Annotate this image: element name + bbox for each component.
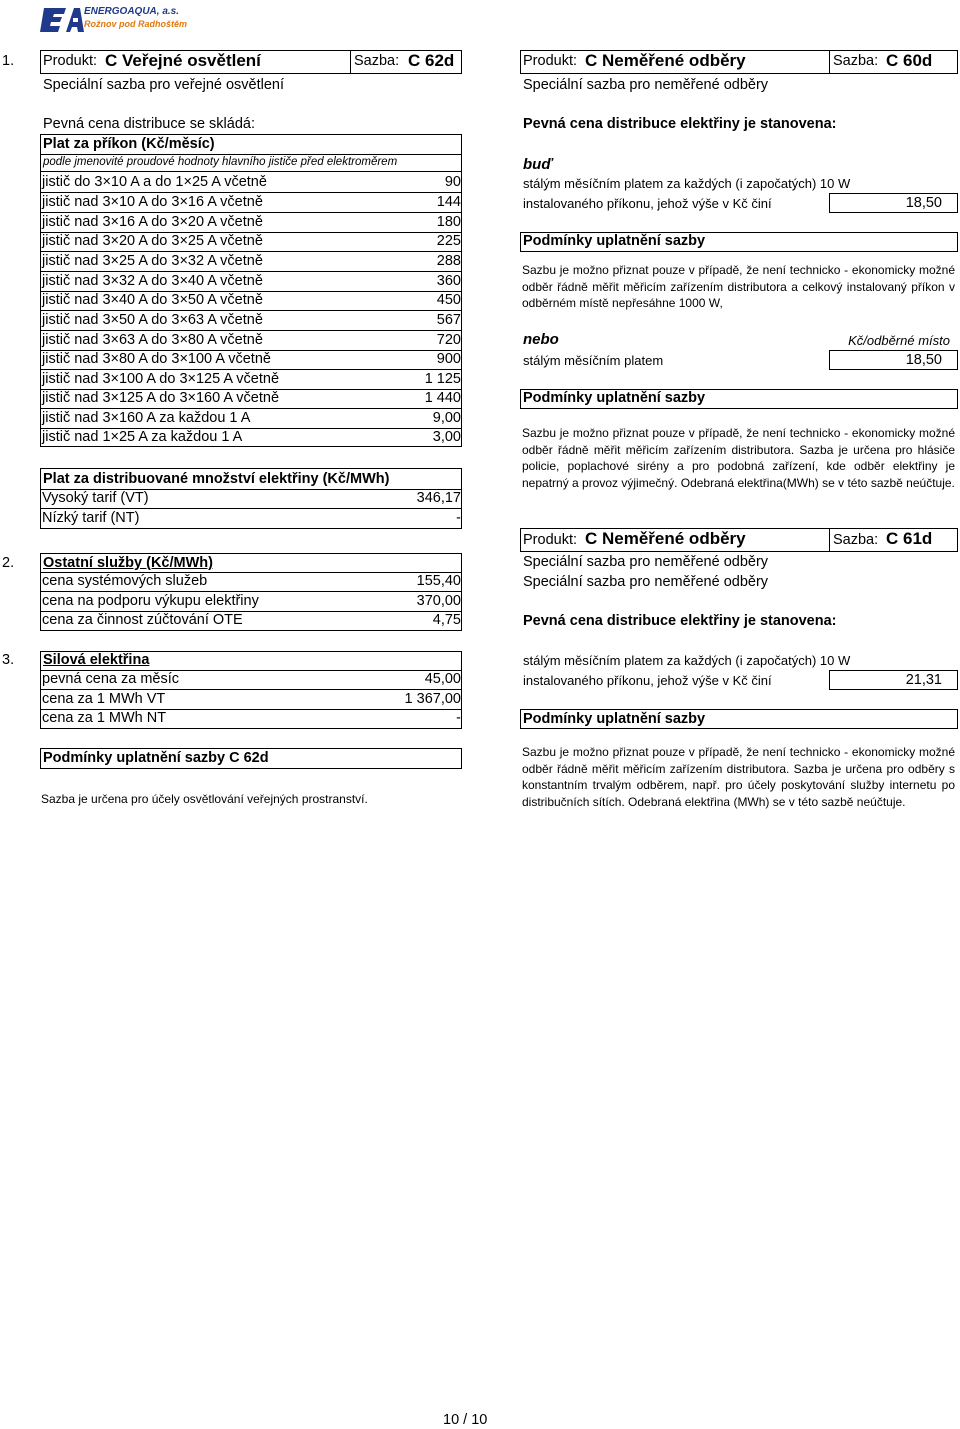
table-row bbox=[41, 572, 462, 591]
service-label: cena za činnost zúčtování OTE bbox=[42, 612, 243, 628]
table-row bbox=[41, 389, 462, 408]
tariff-price: - bbox=[456, 510, 461, 526]
c61d-conditions-title: Podmínky uplatnění sazby bbox=[523, 711, 706, 727]
rate-c60d-prefix: Sazba: bbox=[833, 53, 879, 69]
c60d-monthly-line2: instalovaného příkonu, jehož výše v Kč činí bbox=[523, 196, 772, 211]
table-row bbox=[41, 311, 462, 330]
product-c62d-divider bbox=[350, 50, 351, 74]
breaker-label: jistič nad 3×25 A do 3×32 A včetně bbox=[42, 253, 263, 269]
breaker-price: 225 bbox=[436, 233, 461, 249]
table-divider bbox=[40, 171, 462, 172]
breaker-price: 144 bbox=[436, 194, 461, 210]
breaker-label: jistič nad 3×160 A za každou 1 A bbox=[42, 410, 251, 426]
rate-c62d-prefix: Sazba: bbox=[354, 53, 400, 69]
capacity-fee-title: Plat za příkon (Kč/měsíc) bbox=[43, 136, 215, 152]
product-c61d-name: C Neměřené odběry bbox=[585, 529, 746, 548]
product-c61d-divider bbox=[829, 528, 830, 552]
breaker-label: jistič nad 3×125 A do 3×160 A včetně bbox=[42, 390, 280, 406]
breaker-price: 450 bbox=[436, 292, 461, 308]
breaker-label: jistič nad 3×20 A do 3×25 A včetně bbox=[42, 233, 263, 249]
tariff-label: Nízký tarif (NT) bbox=[42, 510, 140, 526]
breaker-label: jistič nad 3×100 A do 3×125 A včetně bbox=[42, 371, 280, 387]
table-row bbox=[41, 291, 462, 310]
distribution-fee-title: Plat za distribuované množství elektřiny (Kč/MWh) bbox=[43, 471, 390, 487]
c60d-conditions-1-text: Sazbu je možno přiznat pouze v případě, že není technicko - ekonomicky možné odběr řádně měřit měřicím zařízením distributora a celkový instalovaný příkon v odběrném místě nepřesáhne 1000 W, bbox=[522, 263, 955, 310]
product-c62d-subtitle: Speciální sazba pro veřejné osvětlení bbox=[43, 77, 285, 93]
c61d-monthly-line2: instalovaného příkonu, jehož výše v Kč činí bbox=[523, 673, 772, 688]
breaker-label: jistič nad 3×50 A do 3×63 A včetně bbox=[42, 312, 263, 328]
fixed-price-intro: Pevná cena distribuce se skládá: bbox=[43, 116, 255, 132]
table-row bbox=[41, 213, 462, 232]
power-price: 45,00 bbox=[424, 671, 461, 687]
product-c60d-divider bbox=[829, 50, 830, 74]
capacity-fee-note: podle jmenovité proudové hodnoty hlavního jističe před elektroměrem bbox=[43, 156, 398, 168]
table-row bbox=[41, 232, 462, 251]
other-services-title: Ostatní služby (Kč/MWh) bbox=[43, 555, 213, 571]
breaker-price: 1 125 bbox=[424, 371, 461, 387]
product-c60d-name: C Neměřené odběry bbox=[585, 51, 746, 70]
c60d-either: buď bbox=[523, 156, 553, 173]
company-name: ENERGOAQUA, a.s. bbox=[84, 6, 180, 17]
power-price: - bbox=[456, 710, 461, 726]
product-c62d-name: C Veřejné osvětlení bbox=[105, 51, 261, 70]
table-row bbox=[41, 509, 462, 528]
table-row bbox=[41, 331, 462, 350]
tariff-price: 346,17 bbox=[416, 490, 461, 506]
breaker-label: jistič do 3×10 A a do 1×25 A včetně bbox=[42, 174, 267, 190]
breaker-price: 90 bbox=[444, 174, 461, 190]
conditions-c62d-text: Sazba je určena pro účely osvětlování veřejných prostranství. bbox=[41, 792, 368, 806]
table-divider bbox=[40, 154, 462, 155]
power-label: cena za 1 MWh NT bbox=[42, 710, 167, 726]
breaker-label: jistič nad 3×63 A do 3×80 A včetně bbox=[42, 332, 263, 348]
rate-c61d-prefix: Sazba: bbox=[833, 532, 879, 548]
c60d-conditions-1-title: Podmínky uplatnění sazby bbox=[523, 233, 706, 249]
breaker-label: jistič nad 3×10 A do 3×16 A včetně bbox=[42, 194, 263, 210]
c60d-monthly-value: 18,50 bbox=[905, 195, 942, 211]
c60d-or: nebo bbox=[523, 331, 559, 348]
breaker-label: jistič nad 3×16 A do 3×20 A včetně bbox=[42, 214, 263, 230]
product-c61d-subtitle-1: Speciální sazba pro neměřené odběry bbox=[523, 554, 769, 570]
breaker-label: jistič nad 3×32 A do 3×40 A včetně bbox=[42, 273, 263, 289]
c61d-conditions-text: Sazbu je možno přiznat pouze v případě, že není technicko - ekonomicky možné odběr řádně měřit měřicím zařízením distributora. Sazba je určena pro odběry s konstantním trvalým odběrem, např. pro účely poskytování služby internetu po distribučních sítích. Odebraná elektřina (MWh) se v této sazbě neúčtuje. bbox=[522, 745, 955, 809]
table-row bbox=[41, 489, 462, 508]
breaker-price: 3,00 bbox=[432, 429, 461, 445]
service-price: 155,40 bbox=[416, 573, 461, 589]
c60d-flat-label: stálým měsíčním platem bbox=[523, 353, 664, 368]
breaker-label: jistič nad 1×25 A za každou 1 A bbox=[42, 429, 243, 445]
product-c61d-subtitle-2: Speciální sazba pro neměřené odběry bbox=[523, 574, 769, 590]
section-1-number: 1. bbox=[2, 53, 15, 69]
table-row bbox=[41, 428, 462, 447]
power-label: cena za 1 MWh VT bbox=[42, 691, 166, 707]
c61d-monthly-value: 21,31 bbox=[905, 672, 942, 688]
c60d-conditions-2-title: Podmínky uplatnění sazby bbox=[523, 390, 706, 406]
power-electricity-title: Silová elektřina bbox=[43, 652, 150, 668]
c60d-per-point-unit: Kč/odběrné místo bbox=[848, 333, 950, 348]
table-row bbox=[41, 709, 462, 728]
breaker-label: jistič nad 3×40 A do 3×50 A včetně bbox=[42, 292, 263, 308]
table-row bbox=[41, 409, 462, 428]
breaker-price: 9,00 bbox=[432, 410, 461, 426]
section-3-number: 3. bbox=[2, 652, 15, 668]
service-price: 370,00 bbox=[416, 593, 461, 609]
c60d-flat-value: 18,50 bbox=[905, 352, 942, 368]
product-c60d-subtitle: Speciální sazba pro neměřené odběry bbox=[523, 77, 769, 93]
breaker-price: 900 bbox=[436, 351, 461, 367]
breaker-label: jistič nad 3×80 A do 3×100 A včetně bbox=[42, 351, 271, 367]
table-row bbox=[41, 272, 462, 291]
breaker-price: 180 bbox=[436, 214, 461, 230]
breaker-price: 720 bbox=[436, 332, 461, 348]
c61d-monthly-line1: stálým měsíčním platem za každých (i započatých) 10 W bbox=[523, 653, 851, 668]
c61d-fixed-title: Pevná cena distribuce elektřiny je stanovena: bbox=[523, 613, 837, 629]
page-number: 10 / 10 bbox=[443, 1412, 488, 1428]
table-row bbox=[41, 670, 462, 689]
section-2-number: 2. bbox=[2, 555, 15, 571]
company-logo bbox=[40, 4, 190, 34]
product-c61d-prefix: Produkt: bbox=[523, 532, 577, 548]
breaker-price: 567 bbox=[436, 312, 461, 328]
table-row bbox=[41, 611, 462, 630]
c60d-conditions-2-text: Sazbu je možno přiznat pouze v případě, že není technicko - ekonomicky možné odběr řádně měřit měřicím zařízením distributora. Sazba je určena pro hlásiče policie, poplachové sirény a pro podobná zařízení, kde odběr elektřiny je nepatrný a provoz výjimečný. Odebraná elektřina(MWh) se v této sazbě neúčtuje. bbox=[522, 426, 955, 490]
product-c62d-prefix: Produkt: bbox=[43, 53, 97, 69]
rate-c62d-code: C 62d bbox=[408, 51, 455, 70]
power-label: pevná cena za měsíc bbox=[42, 671, 180, 687]
company-location: Rožnov pod Radhoštěm bbox=[84, 19, 187, 29]
tariff-label: Vysoký tarif (VT) bbox=[42, 490, 149, 506]
table-row bbox=[41, 592, 462, 611]
rate-c60d-code: C 60d bbox=[886, 51, 933, 70]
table-row bbox=[41, 370, 462, 389]
table-row bbox=[41, 350, 462, 369]
table-row bbox=[41, 690, 462, 709]
service-label: cena systémových služeb bbox=[42, 573, 208, 589]
table-row bbox=[41, 252, 462, 271]
service-label: cena na podporu výkupu elektřiny bbox=[42, 593, 259, 609]
service-price: 4,75 bbox=[432, 612, 461, 628]
conditions-c62d-title: Podmínky uplatnění sazby C 62d bbox=[43, 750, 269, 766]
table-row bbox=[41, 173, 462, 192]
c60d-fixed-title: Pevná cena distribuce elektřiny je stanovena: bbox=[523, 116, 837, 132]
rate-c61d-code: C 61d bbox=[886, 529, 933, 548]
breaker-price: 360 bbox=[436, 273, 461, 289]
product-c60d-prefix: Produkt: bbox=[523, 53, 577, 69]
breaker-price: 288 bbox=[436, 253, 461, 269]
table-row bbox=[41, 193, 462, 212]
power-price: 1 367,00 bbox=[404, 691, 461, 707]
breaker-price: 1 440 bbox=[424, 390, 461, 406]
c60d-monthly-line1: stálým měsíčním platem za každých (i započatých) 10 W bbox=[523, 176, 851, 191]
